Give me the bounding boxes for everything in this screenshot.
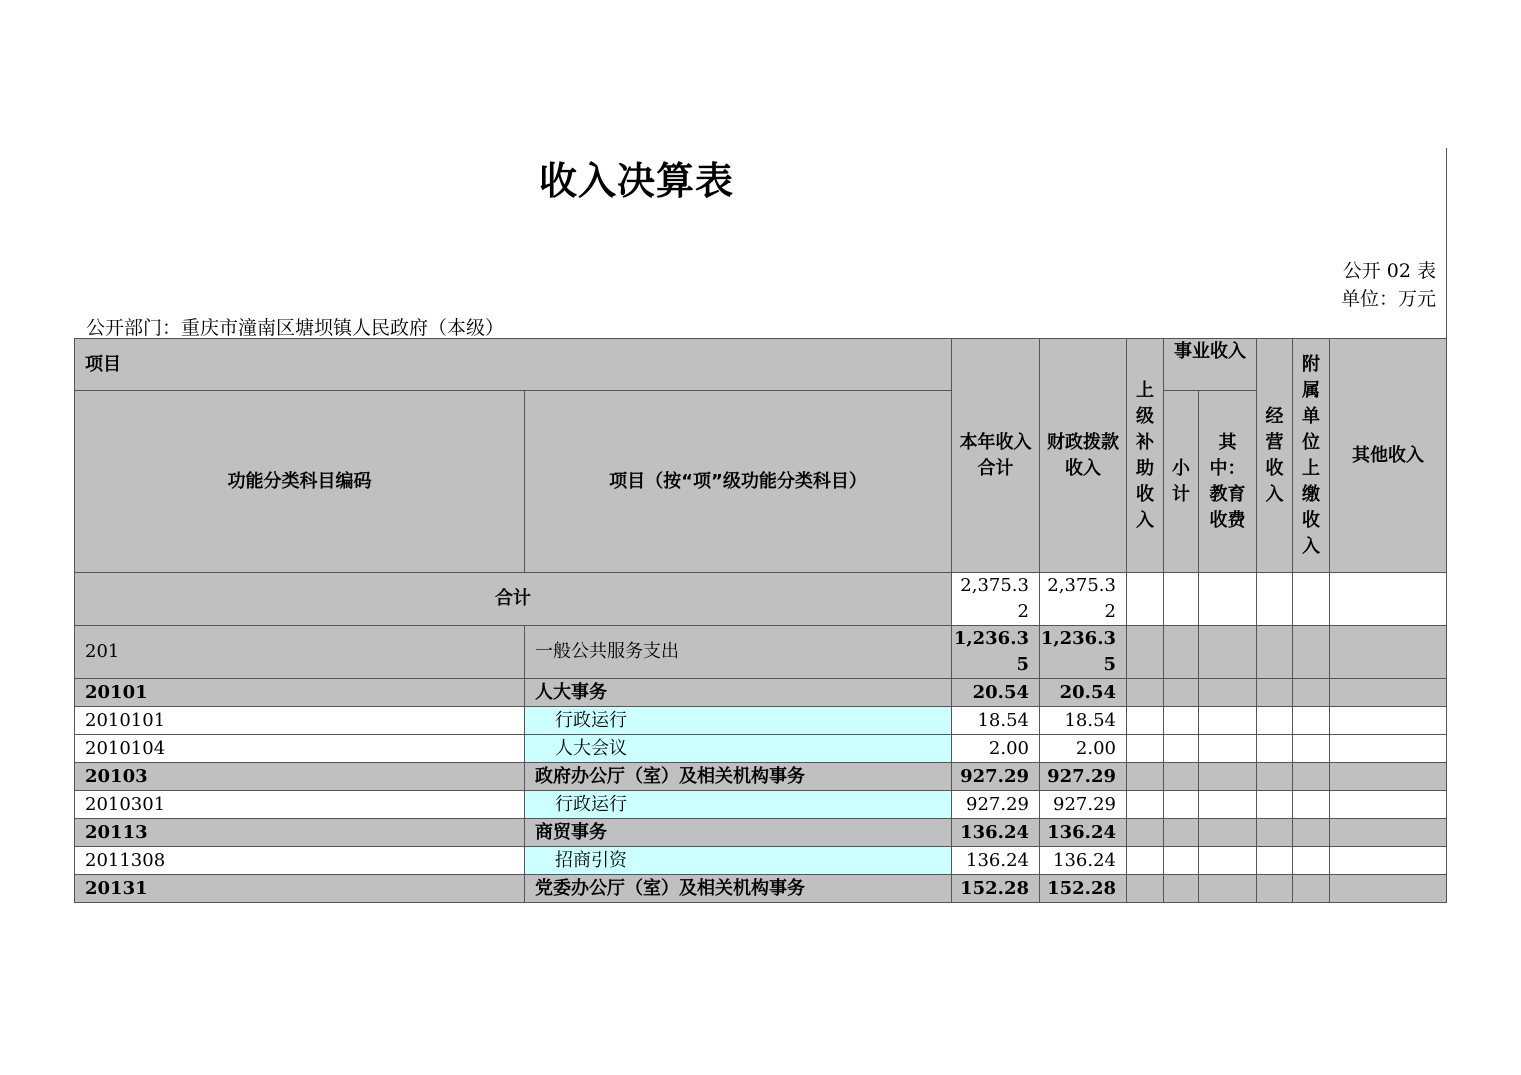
table-row: [75, 763, 1447, 791]
header-business-income: 事业收入: [1164, 339, 1257, 391]
department-label: 公开部门：重庆市潼南区塘坝镇人民政府（本级）: [86, 317, 505, 339]
row-name: 党委办公厅（室）及相关机构事务: [525, 875, 952, 903]
row-fiscal: 2.00: [1040, 735, 1127, 763]
row-total: 152.28: [952, 875, 1040, 903]
table-row: [75, 875, 1447, 903]
table-row: [75, 819, 1447, 847]
header-project-name: 项目（按“项”级功能分类科目）: [525, 391, 952, 573]
row-name: 一般公共服务支出: [525, 626, 952, 679]
table-row: [75, 847, 1447, 875]
table-row: [75, 679, 1447, 707]
header-func-code: 功能分类科目编码: [75, 391, 525, 573]
header-project: 项目: [75, 339, 952, 391]
page-border-line: [1446, 148, 1447, 338]
row-code: 201: [75, 626, 525, 679]
row-fiscal: 136.24: [1040, 847, 1127, 875]
row-fiscal: 1,236.35: [1040, 626, 1127, 679]
row-name: 行政运行: [525, 707, 952, 735]
row-fiscal: 152.28: [1040, 875, 1127, 903]
row-total: 18.54: [952, 707, 1040, 735]
row-name: 政府办公厅（室）及相关机构事务: [525, 763, 952, 791]
income-table: [74, 338, 1447, 903]
header-education-fee: 其中：教育收费: [1199, 391, 1257, 573]
row-name: 招商引资: [525, 847, 952, 875]
row-total: 136.24: [952, 847, 1040, 875]
row-fiscal: 136.24: [1040, 819, 1127, 847]
row-code: 20103: [75, 763, 525, 791]
unit-label: 单位：万元: [1340, 288, 1436, 310]
row-fiscal: 20.54: [1040, 679, 1127, 707]
row-code: 2010301: [75, 791, 525, 819]
row-total: 927.29: [952, 763, 1040, 791]
row-fiscal: 927.29: [1040, 791, 1127, 819]
row-total: 1,236.35: [952, 626, 1040, 679]
row-name: 人大事务: [525, 679, 952, 707]
total-income-value: 2,375.32: [952, 573, 1040, 626]
table-row: [75, 626, 1447, 679]
header-other-income: 其他收入: [1330, 339, 1447, 573]
total-row: [75, 573, 1447, 626]
header-affiliated-income: 附属单位上缴收入: [1293, 339, 1330, 573]
row-name: 行政运行: [525, 791, 952, 819]
total-fiscal-value: 2,375.32: [1040, 573, 1127, 626]
row-total: 2.00: [952, 735, 1040, 763]
header-subtotal: 小计: [1164, 391, 1199, 573]
row-total: 136.24: [952, 819, 1040, 847]
total-label: 合计: [75, 573, 952, 626]
row-name: 商贸事务: [525, 819, 952, 847]
table-row: [75, 791, 1447, 819]
header-total-income: 本年收入合计: [952, 339, 1040, 573]
header-fiscal-income: 财政拨款收入: [1040, 339, 1127, 573]
row-code: 20101: [75, 679, 525, 707]
row-fiscal: 927.29: [1040, 763, 1127, 791]
row-code: 2010104: [75, 735, 525, 763]
row-total: 927.29: [952, 791, 1040, 819]
header-superior-subsidy: 上级补助收入: [1127, 339, 1164, 573]
row-fiscal: 18.54: [1040, 707, 1127, 735]
row-code: 20131: [75, 875, 525, 903]
row-name: 人大会议: [525, 735, 952, 763]
header-operating-income: 经营收入: [1257, 339, 1293, 573]
row-code: 2011308: [75, 847, 525, 875]
table-row: [75, 707, 1447, 735]
row-code: 2010101: [75, 707, 525, 735]
page-title: 收入决算表: [539, 159, 735, 203]
row-total: 20.54: [952, 679, 1040, 707]
table-row: [75, 735, 1447, 763]
form-number: 公开 02 表: [1342, 260, 1436, 282]
row-code: 20113: [75, 819, 525, 847]
